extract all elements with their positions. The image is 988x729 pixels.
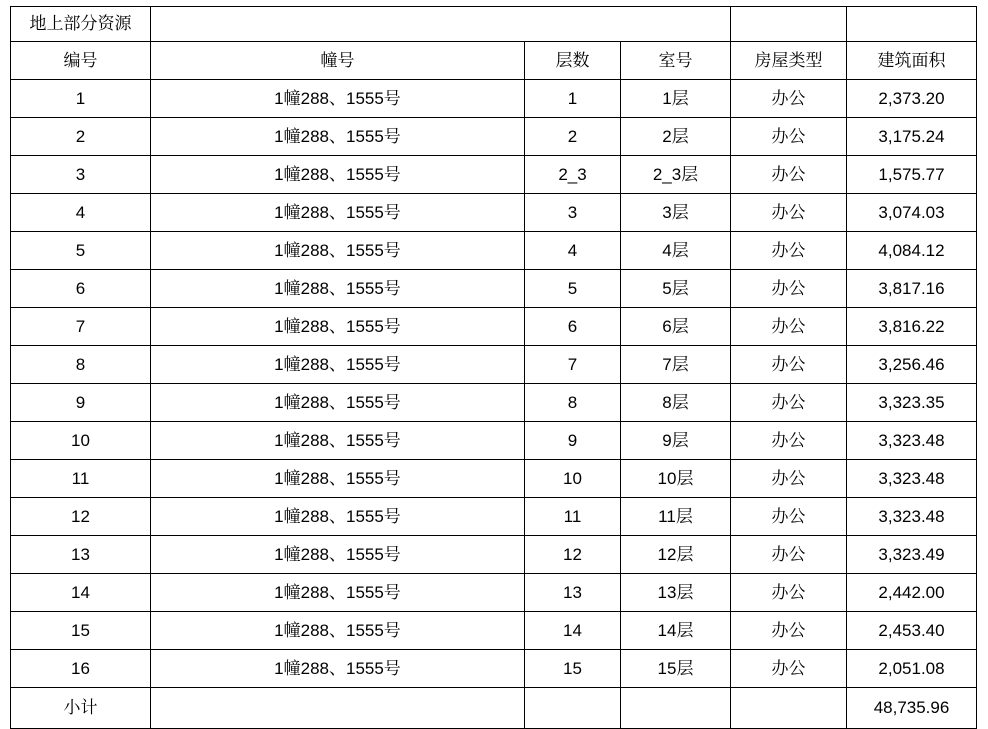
cell-id: 13 [11, 536, 151, 574]
table-title-row [11, 7, 977, 42]
subtotal-floor [525, 688, 621, 729]
cell-room: 11层 [621, 498, 731, 536]
cell-room: 10层 [621, 460, 731, 498]
cell-type: 办公 [731, 118, 847, 156]
cell-room: 13层 [621, 574, 731, 612]
cell-type: 办公 [731, 460, 847, 498]
cell-building: 1幢288、1555号 [151, 80, 525, 118]
cell-type: 办公 [731, 80, 847, 118]
table-row [11, 612, 977, 650]
table-row [11, 574, 977, 612]
column-header-room: 室号 [621, 42, 731, 80]
cell-area: 2,051.08 [847, 650, 977, 688]
table-row [11, 536, 977, 574]
cell-id: 5 [11, 232, 151, 270]
cell-area: 3,817.16 [847, 270, 977, 308]
cell-floor: 12 [525, 536, 621, 574]
cell-type: 办公 [731, 194, 847, 232]
cell-id: 9 [11, 384, 151, 422]
cell-room: 3层 [621, 194, 731, 232]
subtotal-area: 48,735.96 [847, 688, 977, 729]
cell-room: 12层 [621, 536, 731, 574]
cell-area: 3,256.46 [847, 346, 977, 384]
cell-area: 3,816.22 [847, 308, 977, 346]
cell-type: 办公 [731, 384, 847, 422]
cell-building: 1幢288、1555号 [151, 308, 525, 346]
cell-area: 1,575.77 [847, 156, 977, 194]
table-row [11, 384, 977, 422]
cell-room: 2_3层 [621, 156, 731, 194]
cell-room: 14层 [621, 612, 731, 650]
cell-building: 1幢288、1555号 [151, 346, 525, 384]
column-header-type: 房屋类型 [731, 42, 847, 80]
cell-room: 8层 [621, 384, 731, 422]
cell-room: 6层 [621, 308, 731, 346]
cell-room: 4层 [621, 232, 731, 270]
cell-area: 2,373.20 [847, 80, 977, 118]
subtotal-row [11, 688, 977, 729]
cell-area: 3,323.48 [847, 422, 977, 460]
cell-floor: 5 [525, 270, 621, 308]
column-header-id: 编号 [11, 42, 151, 80]
cell-floor: 14 [525, 612, 621, 650]
cell-area: 3,323.35 [847, 384, 977, 422]
cell-area: 3,323.48 [847, 460, 977, 498]
cell-building: 1幢288、1555号 [151, 536, 525, 574]
title-row-blank-1 [151, 7, 731, 42]
table-row [11, 422, 977, 460]
cell-floor: 7 [525, 346, 621, 384]
cell-floor: 4 [525, 232, 621, 270]
cell-building: 1幢288、1555号 [151, 612, 525, 650]
cell-room: 5层 [621, 270, 731, 308]
cell-building: 1幢288、1555号 [151, 194, 525, 232]
cell-building: 1幢288、1555号 [151, 118, 525, 156]
cell-floor: 10 [525, 460, 621, 498]
table-row [11, 650, 977, 688]
subtotal-building [151, 688, 525, 729]
cell-id: 10 [11, 422, 151, 460]
cell-building: 1幢288、1555号 [151, 650, 525, 688]
title-row-blank-3 [847, 7, 977, 42]
cell-room: 1层 [621, 80, 731, 118]
cell-type: 办公 [731, 270, 847, 308]
cell-id: 1 [11, 80, 151, 118]
cell-type: 办公 [731, 574, 847, 612]
table-row [11, 308, 977, 346]
cell-floor: 8 [525, 384, 621, 422]
cell-area: 4,084.12 [847, 232, 977, 270]
cell-building: 1幢288、1555号 [151, 498, 525, 536]
cell-building: 1幢288、1555号 [151, 460, 525, 498]
cell-id: 4 [11, 194, 151, 232]
cell-id: 7 [11, 308, 151, 346]
cell-id: 16 [11, 650, 151, 688]
table-row [11, 80, 977, 118]
cell-room: 9层 [621, 422, 731, 460]
subtotal-room [621, 688, 731, 729]
cell-type: 办公 [731, 232, 847, 270]
table-row [11, 346, 977, 384]
table-row [11, 232, 977, 270]
cell-room: 15层 [621, 650, 731, 688]
cell-type: 办公 [731, 612, 847, 650]
cell-building: 1幢288、1555号 [151, 384, 525, 422]
cell-id: 12 [11, 498, 151, 536]
cell-type: 办公 [731, 308, 847, 346]
cell-room: 2层 [621, 118, 731, 156]
cell-area: 2,453.40 [847, 612, 977, 650]
column-header-building: 幢号 [151, 42, 525, 80]
cell-floor: 15 [525, 650, 621, 688]
cell-type: 办公 [731, 498, 847, 536]
column-header-area: 建筑面积 [847, 42, 977, 80]
title-row-blank-2 [731, 7, 847, 42]
section-title: 地上部分资源 [11, 7, 151, 42]
cell-building: 1幢288、1555号 [151, 232, 525, 270]
subtotal-label: 小计 [11, 688, 151, 729]
cell-id: 15 [11, 612, 151, 650]
cell-type: 办公 [731, 536, 847, 574]
column-header-floor: 层数 [525, 42, 621, 80]
cell-building: 1幢288、1555号 [151, 270, 525, 308]
cell-area: 3,074.03 [847, 194, 977, 232]
cell-id: 3 [11, 156, 151, 194]
table-row [11, 118, 977, 156]
cell-id: 6 [11, 270, 151, 308]
cell-floor: 2 [525, 118, 621, 156]
cell-building: 1幢288、1555号 [151, 574, 525, 612]
cell-area: 3,323.49 [847, 536, 977, 574]
cell-area: 3,175.24 [847, 118, 977, 156]
cell-id: 14 [11, 574, 151, 612]
cell-area: 3,323.48 [847, 498, 977, 536]
cell-building: 1幢288、1555号 [151, 422, 525, 460]
cell-floor: 11 [525, 498, 621, 536]
cell-building: 1幢288、1555号 [151, 156, 525, 194]
cell-floor: 3 [525, 194, 621, 232]
cell-room: 7层 [621, 346, 731, 384]
subtotal-type [731, 688, 847, 729]
cell-id: 2 [11, 118, 151, 156]
cell-floor: 13 [525, 574, 621, 612]
table-header-row [11, 42, 977, 80]
cell-id: 11 [11, 460, 151, 498]
table-row [11, 194, 977, 232]
cell-id: 8 [11, 346, 151, 384]
cell-type: 办公 [731, 650, 847, 688]
cell-type: 办公 [731, 156, 847, 194]
cell-area: 2,442.00 [847, 574, 977, 612]
resource-table [10, 6, 977, 729]
cell-floor: 2_3 [525, 156, 621, 194]
cell-floor: 1 [525, 80, 621, 118]
cell-floor: 6 [525, 308, 621, 346]
table-row [11, 498, 977, 536]
table-row [11, 460, 977, 498]
table-row [11, 270, 977, 308]
cell-floor: 9 [525, 422, 621, 460]
cell-type: 办公 [731, 422, 847, 460]
cell-type: 办公 [731, 346, 847, 384]
table-row [11, 156, 977, 194]
